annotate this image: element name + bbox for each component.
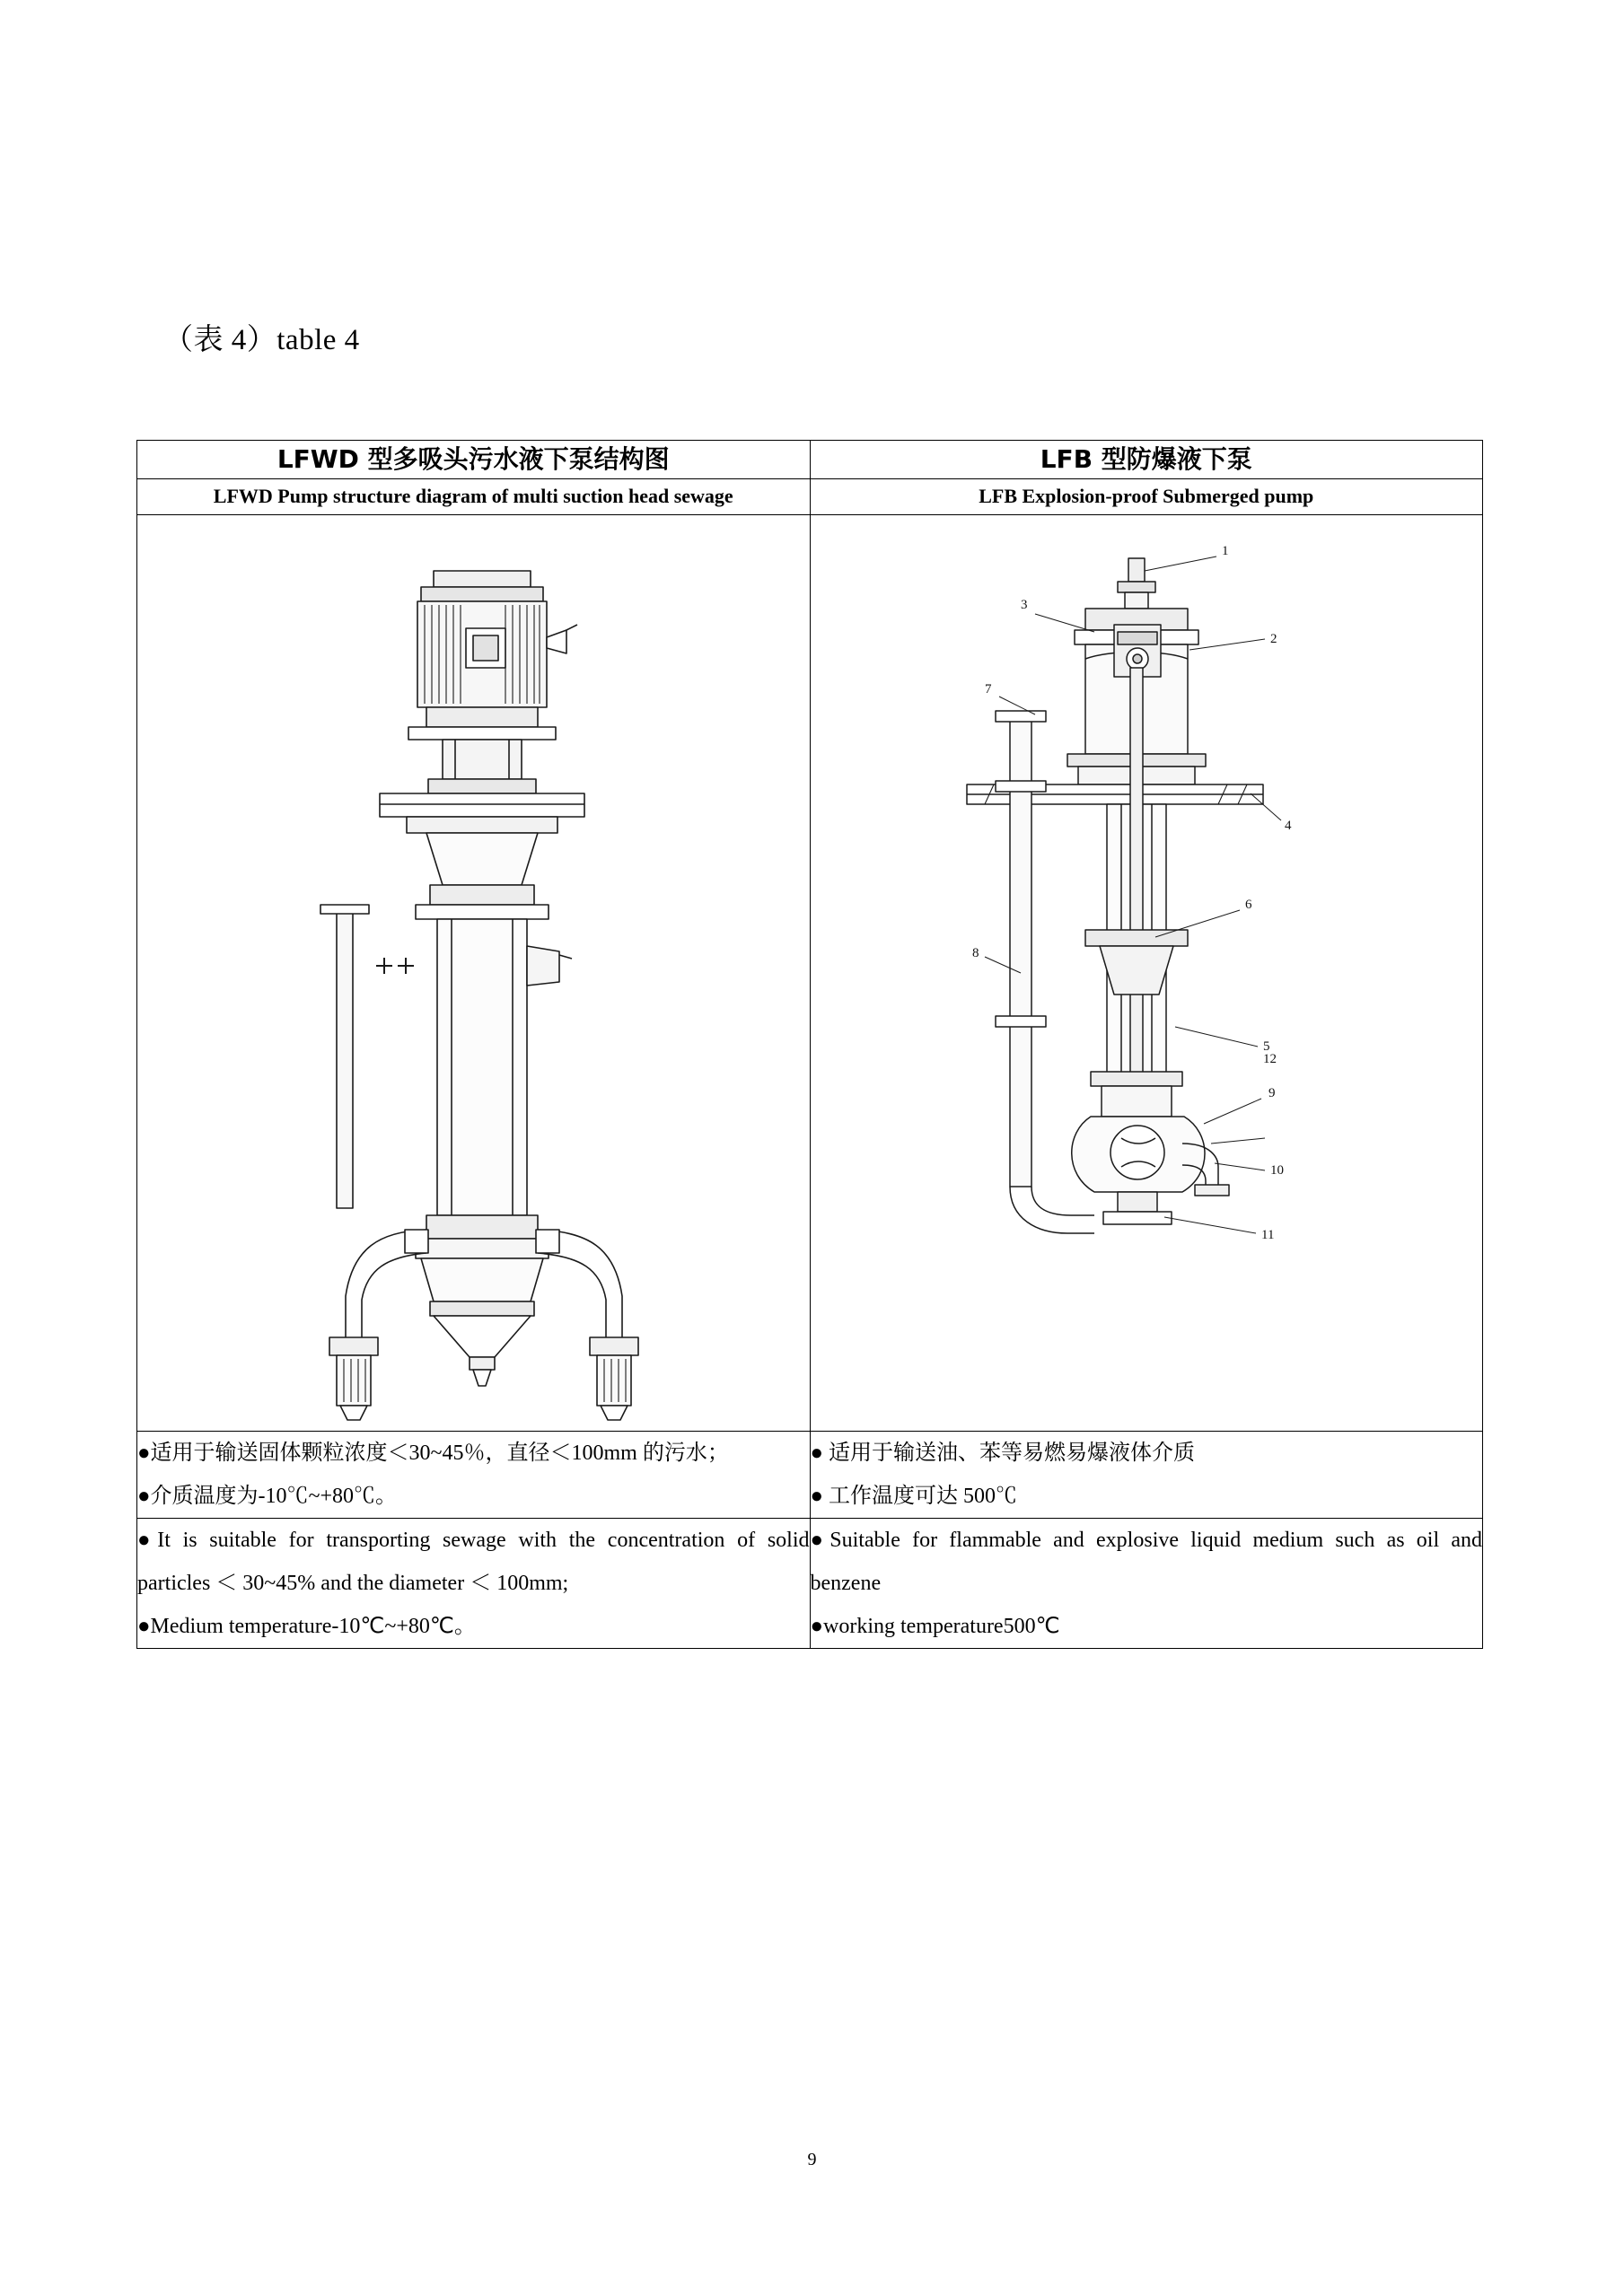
table-row-figures — [137, 514, 1483, 1431]
bullet-en-lfb-2: ●working temperature500℃ — [810, 1614, 1060, 1638]
svg-text:1: 1 — [1221, 543, 1229, 558]
bullets-en-lfb — [810, 1518, 1483, 1648]
bullet-en-lfwd-2: ●Medium temperature-10℃~+80℃。 — [137, 1614, 476, 1638]
bullet-cn-lfwd-1: ●适用于输送固体颗粒浓度＜30~45％，直径＜100mm 的污水； — [137, 1441, 729, 1465]
comparison-table — [136, 440, 1483, 1649]
bullet-en-lfwd-1: ●It is suitable for transporting sewage with the concentration of solid particles ＜ 30~45% and the diameter ＜ 100mm; — [137, 1528, 810, 1595]
figure-cell-lfb — [810, 514, 1483, 1431]
bullet-cn-lfb-1: ● 适用于输送油、苯等易燃易爆液体介质 — [810, 1441, 1195, 1465]
svg-text:8: 8 — [971, 945, 979, 960]
figure-cell-lfwd — [137, 514, 811, 1431]
table-row-bullets-en — [137, 1518, 1483, 1648]
table-caption: （表 4）table 4 — [163, 324, 360, 356]
bullets-cn-lfb — [810, 1431, 1483, 1518]
svg-text:6: 6 — [1244, 897, 1252, 912]
lfb-explosion-proof-submerged-pump-diagram — [859, 524, 1434, 1422]
table-row-bullets-cn — [137, 1431, 1483, 1518]
table-row-header-cn — [137, 441, 1483, 479]
column-header-cn-lfwd: LFWD 型多吸头污水液下泵结构图 — [137, 441, 811, 479]
column-header-cn-lfb: LFB 型防爆液下泵 — [810, 441, 1483, 479]
svg-text:11: 11 — [1260, 1227, 1275, 1242]
table-row-header-en — [137, 479, 1483, 515]
svg-text:2: 2 — [1269, 631, 1277, 646]
svg-text:4: 4 — [1284, 818, 1292, 833]
svg-text:10: 10 — [1269, 1162, 1284, 1178]
svg-text:7: 7 — [984, 681, 992, 697]
column-header-en-lfb: LFB Explosion-proof Submerged pump — [810, 479, 1483, 515]
bullets-cn-lfwd — [137, 1431, 811, 1518]
svg-text:5: 5 — [1262, 1038, 1270, 1054]
bullet-cn-lfwd-2: ●介质温度为-10℃~+80℃。 — [137, 1484, 398, 1508]
svg-text:3: 3 — [1020, 597, 1028, 612]
bullet-cn-lfb-2: ● 工作温度可达 500℃ — [810, 1484, 1017, 1508]
lfwd-multi-suction-sewage-pump-diagram — [186, 524, 760, 1422]
bullets-en-lfwd — [137, 1518, 811, 1648]
svg-text:12: 12 — [1262, 1051, 1277, 1066]
bullet-en-lfb-1: ●Suitable for flammable and explosive liquid medium such as oil and benzene — [810, 1528, 1482, 1595]
page-number: 9 — [807, 2150, 817, 2169]
column-header-en-lfwd: LFWD Pump structure diagram of multi suction head sewage — [137, 479, 811, 515]
svg-text:9: 9 — [1268, 1085, 1276, 1100]
